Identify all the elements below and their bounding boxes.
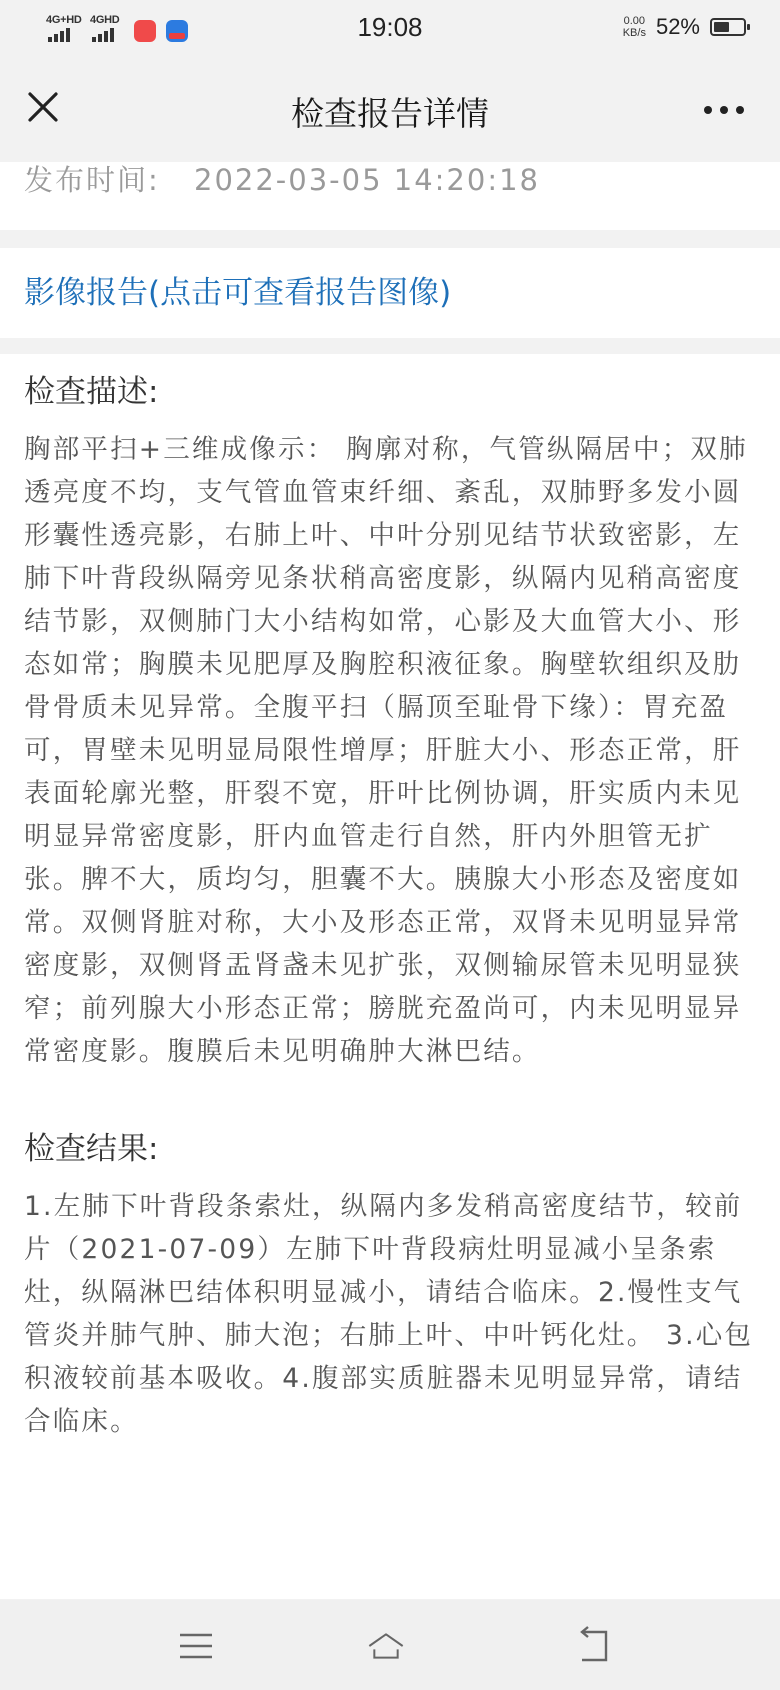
battery-icon bbox=[710, 18, 746, 36]
home-icon[interactable] bbox=[366, 1626, 406, 1666]
result-heading: 检查结果: bbox=[24, 1131, 159, 1167]
menu-icon[interactable] bbox=[176, 1626, 216, 1666]
more-dots-icon[interactable] bbox=[704, 106, 744, 114]
publish-time-label: 发布时间: bbox=[24, 163, 160, 197]
description-heading: 检查描述: bbox=[24, 374, 159, 410]
status-right bbox=[623, 14, 746, 40]
publish-time-value: 2022-03-05 14:20:18 bbox=[194, 163, 540, 197]
description-text: 胸部平扫+三维成像示： 胸廓对称，气管纵隔居中；双肺透亮度不均，支气管血管束纤细、紊乱，双肺野多发小圆形囊性透亮影，右肺上叶、中叶分别见结节状致密影，左肺下叶背段纵隔旁见条状稍高密度影，纵隔内见稍高密度结节影，双侧肺门大小结构如常，心影及大血管大小、形态如常；胸膜未见肥厚及胸腔积液征象。胸壁软组织及肋骨骨质未见异常。全腹平扫（膈顶至耻骨下缘）：胃充盈可，胃壁未见明显局限性增厚；肝脏大小、形态正常，肝表面轮廓光整，肝裂不宽，肝叶比例协调，肝实质内未见明显异常密度影，肝内血管走行自然，肝内外胆管无扩张。脾不大，质均匀，胆囊不大。胰腺大小形态及密度如常。双侧肾脏对称，大小及形态正常，双肾未见明显异常密度影，双侧肾盂肾盏未见扩张，双侧输尿管未见明显狭窄；前列腺大小形态正常；膀胱充盈尚可，内未见明显异常密度影。腹膜后未见明确肿大淋巴结。 bbox=[24, 434, 748, 1067]
publish-time-row bbox=[0, 162, 780, 230]
nav-bar bbox=[0, 62, 780, 162]
signal-label: 4GHD bbox=[90, 14, 120, 26]
battery-percent: 52% bbox=[655, 14, 700, 39]
image-report-link[interactable]: 影像报告(点击可查看报告图像) bbox=[24, 275, 452, 311]
speed-unit: KB/s bbox=[622, 27, 646, 39]
speed-value: 0.00 bbox=[623, 15, 646, 27]
clock: 19:08 bbox=[357, 12, 423, 42]
network-speed bbox=[623, 15, 646, 39]
system-nav-bar bbox=[0, 1600, 780, 1690]
battery-fill bbox=[714, 22, 729, 32]
result-text: 1.左肺下叶背段条索灶，纵隔内多发稍高密度结节，较前片（2021-07-09）左肺下叶背段病灶明显减小呈条索灶，纵隔淋巴结体积明显减小，请结合临床。2.慢性支气管炎并肺气肿、肺大泡；右肺上叶、中叶钙化灶。 3.心包积液较前基本吸收。4.腹部实质脏器未见明显异常，请结合临床。 bbox=[24, 1191, 754, 1437]
divider bbox=[0, 230, 780, 248]
image-report-card bbox=[0, 248, 780, 338]
status-bar bbox=[0, 0, 780, 62]
report-content bbox=[0, 354, 780, 1599]
page-title: 检查报告详情 bbox=[291, 94, 489, 133]
divider bbox=[0, 338, 780, 354]
back-icon[interactable] bbox=[574, 1626, 614, 1666]
signal-label: 4G+HD bbox=[46, 14, 82, 26]
